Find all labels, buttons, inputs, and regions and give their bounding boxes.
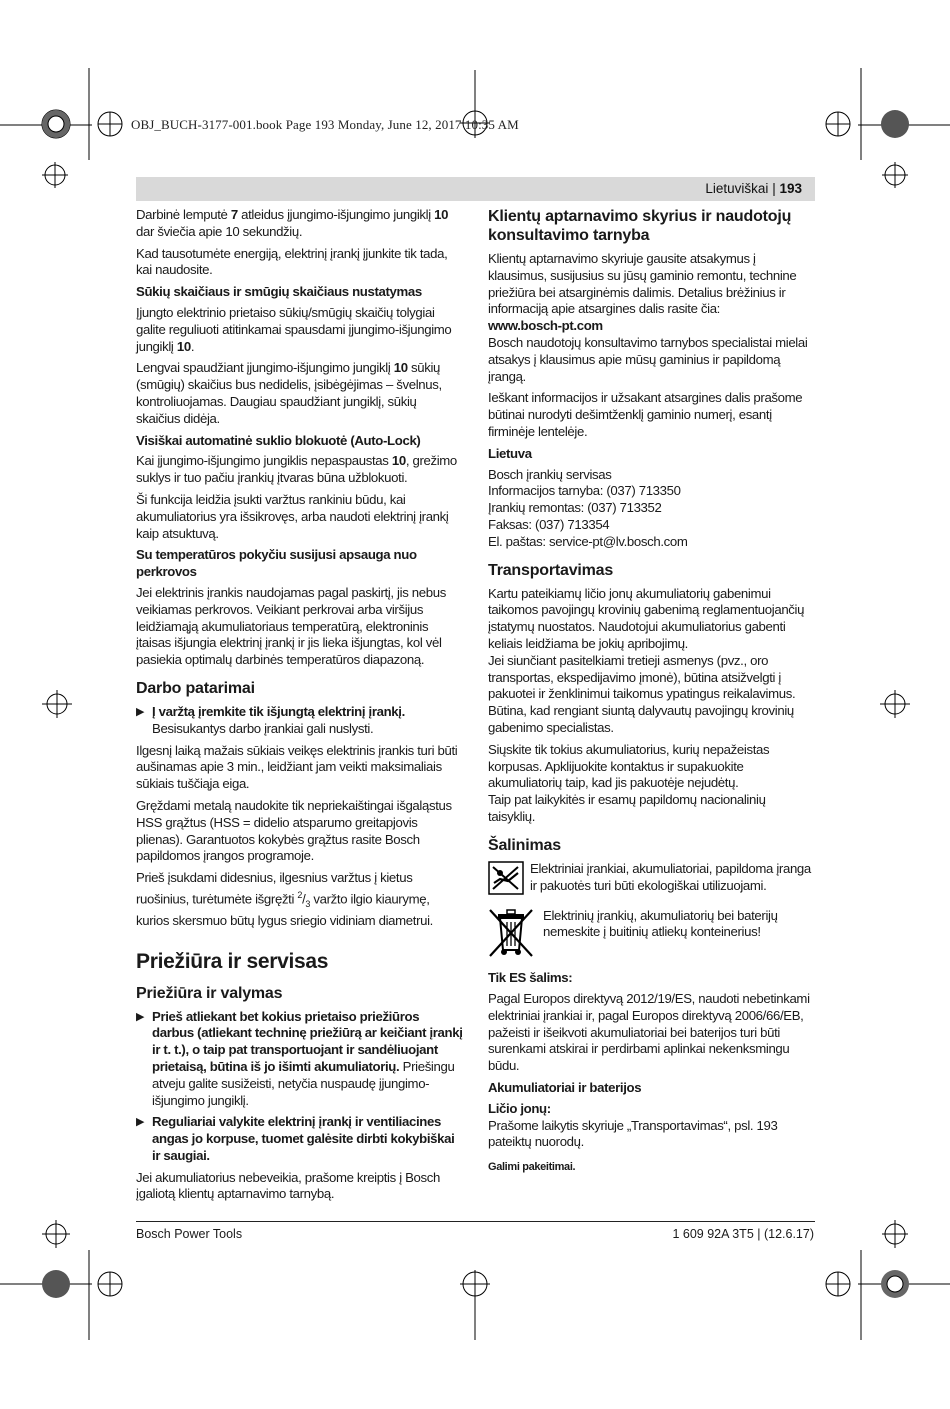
left-column — [136, 207, 463, 1208]
paragraph: Kai įjungimo-išjungimo jungiklis nepaspaustas 10, grežimo suklys ir tuo pačiu įrankių įtvaras būna užblokuoti. — [136, 453, 457, 486]
subheading-lithium-ion: Ličio jonų: — [488, 1100, 551, 1116]
footer-rule — [136, 1221, 815, 1222]
slug-line: OBJ_BUCH-3177-001.book Page 193 Monday, June 12, 2017 10:35 AM — [131, 117, 519, 132]
footer-brand: Bosch Power Tools — [136, 1227, 243, 1241]
paragraph: Ši funkcija leidžia įsukti varžtus rankiniu būdu, kai akumuliatorius yra išsikrovęs, arba naudoti elektrinį įrankį kaip atsuktuvą. — [136, 491, 449, 541]
paragraph: Jei elektrinis įrankis naudojamas pagal paskirtį, jis nebus veikiamas perkrovos. Veikiant perkrovai arba viršijus leidžiamąją akumuliatoriaus temperatūrą, elektroninis įtaisas išjungia elektrinį įrankį ir jis lieka išjungtas, kol vėl pasiekia optimalų darbinės temperatūros diapazoną. — [136, 584, 446, 668]
paragraph: Ilgesnį laiką mažais sūkiais veikęs elektrinis įrankis turi būti aušinamas apie 3 min., leidžiant jam veikti maksimaliais sūkiais tuščiąja eiga. — [136, 742, 458, 792]
paragraph: Pagal Europos direktyvą 2012/19/ES, naudoti nebetinkami elektriniai įrankiai ir, pagal Europos direktyvą 2006/66/EB, pažeisti ir išeikvoti akumuliatoriai bei baterijos turi būti surenkami atskirai ir perdirbami aplinkai nekenksmingu būdu. — [488, 991, 810, 1074]
website-url: www.bosch-pt.com — [488, 318, 603, 334]
paragraph: Darbinė lemputė 7 atleidus įjungimo-išjungimo jungiklį 10 dar šviečia apie 10 sekundžių. — [136, 207, 449, 239]
paragraph: Įjungto elektrinio prietaiso sūkių/smūgių skaičių tolygiai galite reguliuoti atitinkamai spausdami įjungimo-išjungimo jungiklį 10. — [136, 304, 452, 354]
subheading-overload: Su temperatūros pokyčiu susijusi apsauga nuo perkrovos — [136, 547, 417, 580]
paragraph: Prieš įsukdami didesnius, ilgesnius varžtus į kietus ruošinius, turėtumėte išgręžti $^2/_3$ varžto ilgio kiaurymę, kurios skersmuo būtų lygus sriegio vidiniam diametrui. — [136, 870, 433, 928]
disposal-item — [488, 861, 815, 900]
subheading-lithuania: Lietuva — [488, 445, 532, 461]
bullet-item: ▶ Į varžtą įremkite tik išjungtą elektrinį įrankį. Besisukantys darbo įrankiai gali nuslysti. — [136, 703, 405, 736]
bullet-item: ▶ Prieš atliekant bet kokius prietaiso priežiūros darbus (atliekant techninę priežiūrą ar keičiant įrankį ir t. t.), o taip pat transportuojant ir sandėliuojant prietaisą, būtina iš jo išimti akumuliatorių. Priešingu atveju galite susižeisti, netyčia nuspaudę įjungimo-išjungimo jungiklį. — [136, 1008, 463, 1108]
paragraph: Jei akumuliatorius nebeveikia, prašome kreiptis į Bosch įgaliotą klientų aptarnavimo tarnybą. — [136, 1169, 440, 1202]
paragraph: Siųskite tik tokius akumuliatorius, kurių nepažeistas korpusas. Apklijuokite kontaktus ir supakuokite akumuliatorių taip, kad jis pakuotėje nejudėtų. — [488, 741, 770, 791]
subheading-speed: Sūkių skaičiaus ir smūgių skaičiaus nustatymas — [136, 284, 422, 300]
disposal-item — [488, 908, 815, 963]
heading-maintenance-service: Priežiūra ir servisas — [136, 949, 329, 973]
running-header — [705, 181, 802, 196]
right-column — [488, 207, 815, 1176]
subheading-autolock: Visiškai automatinė suklio blokuotė (Auto-Lock) — [136, 432, 421, 448]
footer-code: 1 609 92A 3T5 | (12.6.17) — [672, 1227, 814, 1241]
subject-to-change-note: Galimi pakeitimai. — [488, 1161, 576, 1174]
paragraph: Taip pat laikykitės ir esamų papildomų nacionalinių taisyklių. — [488, 792, 766, 824]
paragraph: Ieškant informacijos ir užsakant atsargines dalis prašome būtinai nurodyti dešimtženklį gaminio numerį, esantį firminėje lentelėje. — [488, 390, 803, 439]
header-language: Lietuviškai — [705, 181, 769, 196]
heading-transport: Transportavimas — [488, 561, 614, 579]
paragraph: Gręždami metalą naudokite tik nepriekaištingai išgaląstus HSS grąžtus (HSS = didelio atsparumo greitapjovis plienas). Garantuotos kokybės grąžtus rasite Bosch papildomos įrangos programoje. — [136, 797, 452, 864]
address-line: Faksas: (037) 713354 — [488, 516, 610, 532]
triangle-bullet-icon: ▶ — [136, 1116, 145, 1129]
paragraph: Lengvai spaudžiant įjungimo-išjungimo jungiklį 10 sūkių (smūgių) skaičius bus nedidelis, įsibėgėjimas – švelnus, kontroliuojamas. Daugiau spaudžiant jungiklį, sūkių skaičius didėja. — [136, 360, 442, 426]
heading-customer-service: Klientų aptarnavimo skyrius ir naudotojų konsultavimo tarnyba — [488, 208, 792, 244]
paragraph: Kad tausotumėte energiją, elektrinį įrankį įjunkite tik tada, kai naudosite. — [136, 245, 448, 278]
heading-care-cleaning: Priežiūra ir valymas — [136, 984, 283, 1002]
paragraph: Kartu pateikiamų ličio jonų akumuliatorių gabenimui taikomos pavojingų krovinių gabenimą reglamentuojančių įstatymų nuostatos. Naudotojui akumuliatorius gabenti keliais leidžiama be jokių apribojimų. — [488, 585, 805, 651]
subheading-eu-only: Tik ES šalims: — [488, 970, 573, 986]
page-number: 193 — [779, 181, 802, 196]
heading-disposal: Šalinimas — [488, 836, 561, 854]
header-separator: | — [772, 181, 776, 196]
heading-work-tips: Darbo patarimai — [136, 679, 255, 697]
address-line: Bosch įrankių servisas — [488, 466, 612, 482]
triangle-bullet-icon: ▶ — [136, 1010, 145, 1023]
subheading-batteries: Akumuliatoriai ir baterijos — [488, 1080, 642, 1096]
paragraph: Klientų aptarnavimo skyriuje gausite atsakymus į klausimus, susijusius su jūsų gaminio remontu, technine priežiūra bei atsarginėmis dalimis. Detalius brėžinius ir informaciją apie atsargines dalis rasite čia: — [488, 251, 797, 317]
bullet-item: ▶ Reguliariai valykite elektrinį įrankį ir ventiliacines angas jo korpuse, tuomet galėsite dirbti kokybiškai ir saugiai. — [136, 1114, 455, 1163]
paragraph: Bosch naudotojų konsultavimo tarnybos specialistai mielai atsakys į klausimus apie mūsų gaminius ir papildomą įrangą. — [488, 334, 808, 384]
crossed-bin-icon — [488, 908, 543, 963]
recycle-icon — [488, 861, 530, 900]
address-line: Įrankių remontas: (037) 713352 — [488, 500, 662, 516]
paragraph: Jei siunčiant pasitelkiami tretieji asmenys (pvz., oro transportas, ekspedijavimo įmonė), būtina atsižvelgti į pakuotei ir ženklinimui taikomus ypatingus reikalavimus. Būtina, kad rengiant siuntą dalyvautų pavojingų krovinių gabenimo specialistas. — [488, 652, 796, 735]
disposal-text: Elektrinių įrankių, akumuliatorių bei baterijų nemeskite į buitinių atliekų konteinerius! — [543, 907, 778, 940]
paragraph: Prašome laikytis skyriuje „Transportavimas“, psl. 193 pateiktų nuorodų. — [488, 1117, 778, 1150]
address-line: El. paštas: service-pt@lv.bosch.com — [488, 533, 688, 549]
address-line: Informacijos tarnyba: (037) 713350 — [488, 483, 681, 499]
disposal-text: Elektriniai įrankiai, akumuliatoriai, papildoma įranga ir pakuotės turi būti ekologiškai utilizuojami. — [530, 860, 811, 893]
triangle-bullet-icon: ▶ — [136, 705, 145, 718]
